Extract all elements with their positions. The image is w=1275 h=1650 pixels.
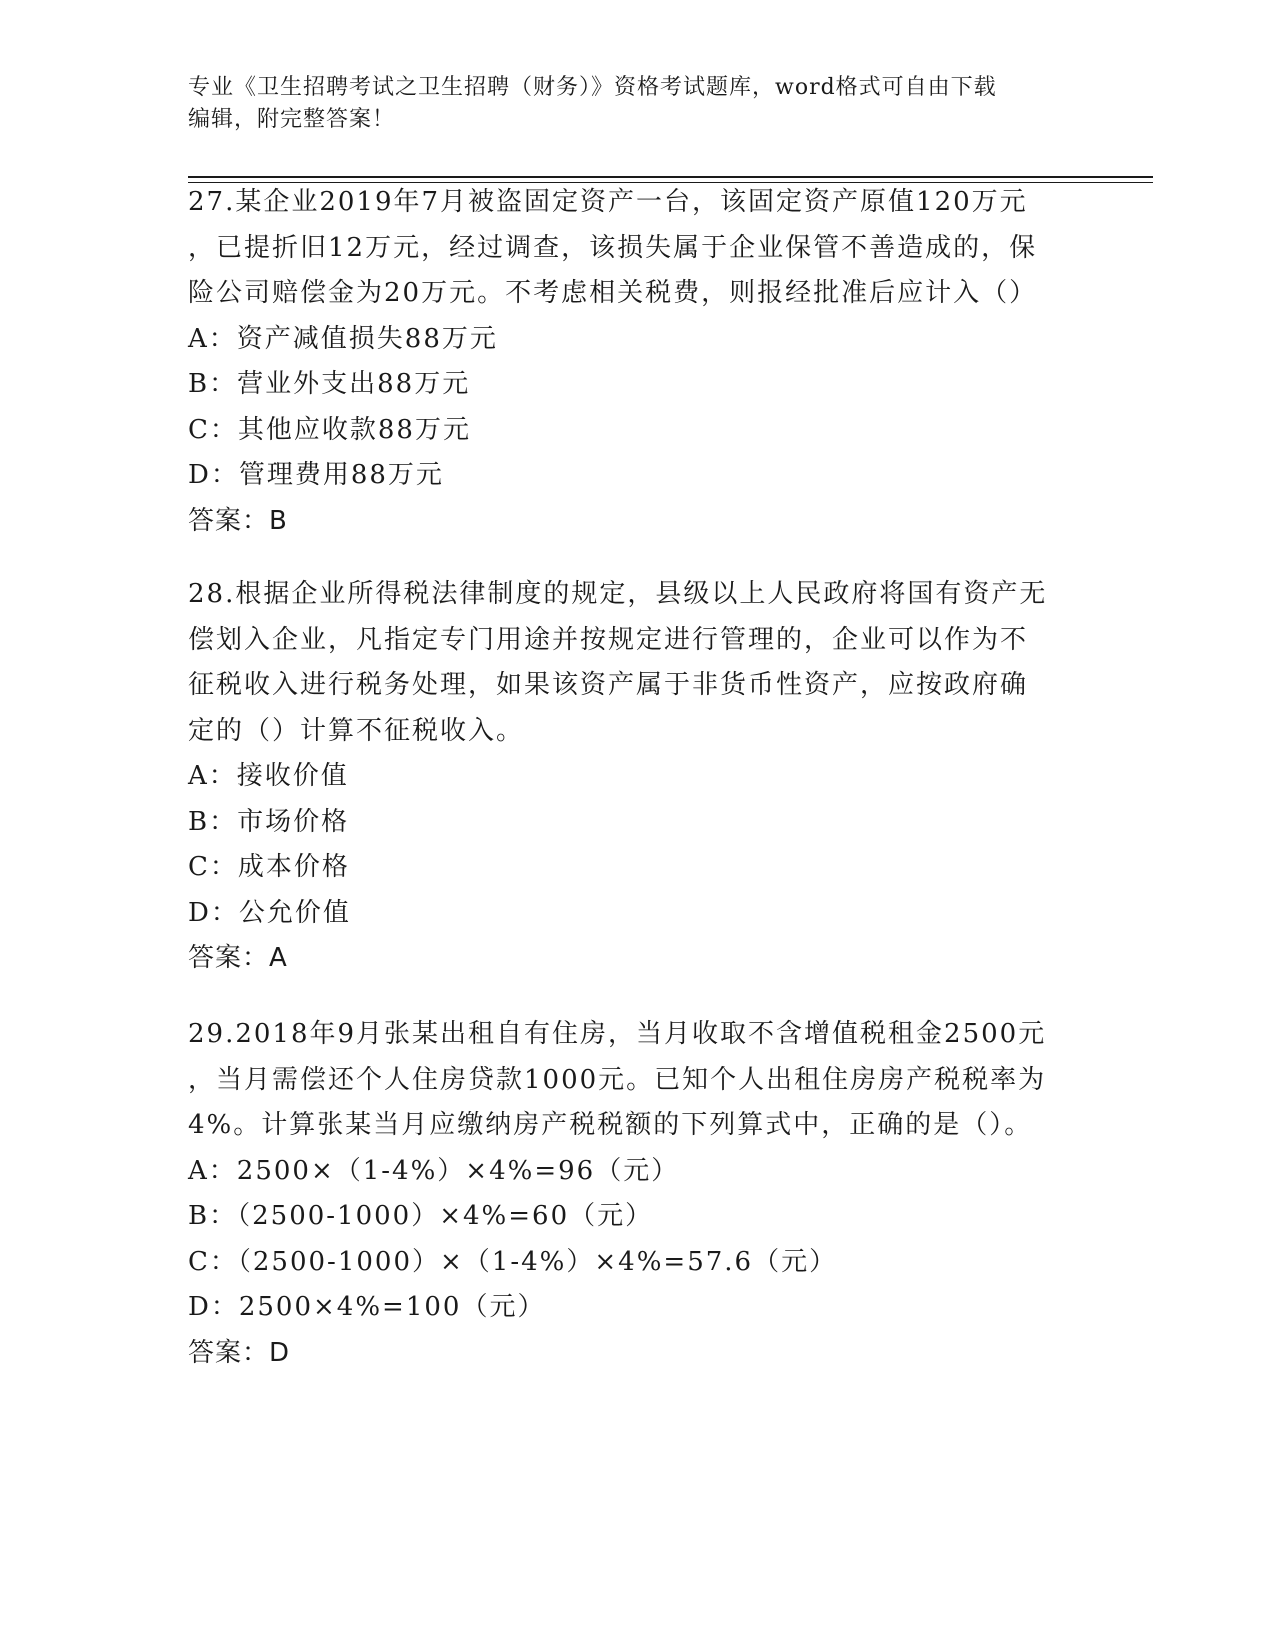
option-c: C：成本价格 [188,852,350,882]
question-text-line: 征税收入进行税务处理，如果该资产属于非货币性资产，应按政府确 [188,670,1029,700]
header-line: 编辑，附完整答案！ [188,107,396,132]
option-c: C：（2500-1000）×（1-4%）×4%=57.6（元） [188,1246,838,1277]
question-text-line: 险公司赔偿金为20万元。不考虑相关税费，则报经批准后应计入（） [188,278,1038,308]
answer-line [188,499,1088,545]
header-divider-thick [188,176,1153,178]
header-line: 专业《卫生招聘考试之卫生招聘（财务）》资格考试题库，word格式可自由下载 [188,75,997,100]
question-29 [188,1012,1088,1376]
question-text-line: 28.根据企业所得税法律制度的规定，县级以上人民政府将国有资产无 [188,579,1048,609]
answer-line [188,936,1088,982]
question-text-line: ，已提折旧12万元，经过调查，该损失属于企业保管不善造成的，保 [188,232,1038,263]
question-28 [188,572,1088,982]
question-text-line: 27.某企业2019年7月被盗固定资产一台，该固定资产原值120万元 [188,187,1028,217]
answer-value: A [269,943,288,973]
question-text-line: 偿划入企业，凡指定专门用途并按规定进行管理的，企业可以作为不 [188,624,1029,655]
question-text-line: ，当月需偿还个人住房贷款1000元。已知个人出租住房房产税税率为 [188,1064,1047,1095]
answer-label: 答案： [188,943,270,973]
question-27 [188,180,1088,544]
option-b: B：营业外支出88万元 [188,369,471,399]
option-d: D：2500×4%=100（元） [188,1292,546,1322]
option-c: C：其他应收款88万元 [188,414,471,445]
question-text-line: 29.2018年9月张某出租自有住房，当月收取不含增值税租金2500元 [188,1019,1047,1049]
option-a: A：接收价值 [188,761,349,791]
question-text-line: 定的（）计算不征税收入。 [188,715,525,746]
option-d: D：管理费用88万元 [188,460,444,490]
answer-label: 答案： [188,1337,270,1368]
answer-value: B [269,505,288,536]
option-b: B：（2500-1000）×4%=60（元） [188,1201,654,1231]
answer-line [188,1331,1088,1377]
option-b: B：市场价格 [188,806,350,837]
document-header [188,72,1068,136]
option-d: D：公允价值 [188,897,351,928]
answer-label: 答案： [188,505,270,536]
option-a: A：2500×（1-4%）×4%=96（元） [188,1155,680,1186]
answer-value: D [269,1337,291,1368]
option-a: A：资产减值损失88万元 [188,323,498,354]
question-text-line: 4%。计算张某当月应缴纳房产税税额的下列算式中，正确的是（）。 [188,1110,1033,1140]
